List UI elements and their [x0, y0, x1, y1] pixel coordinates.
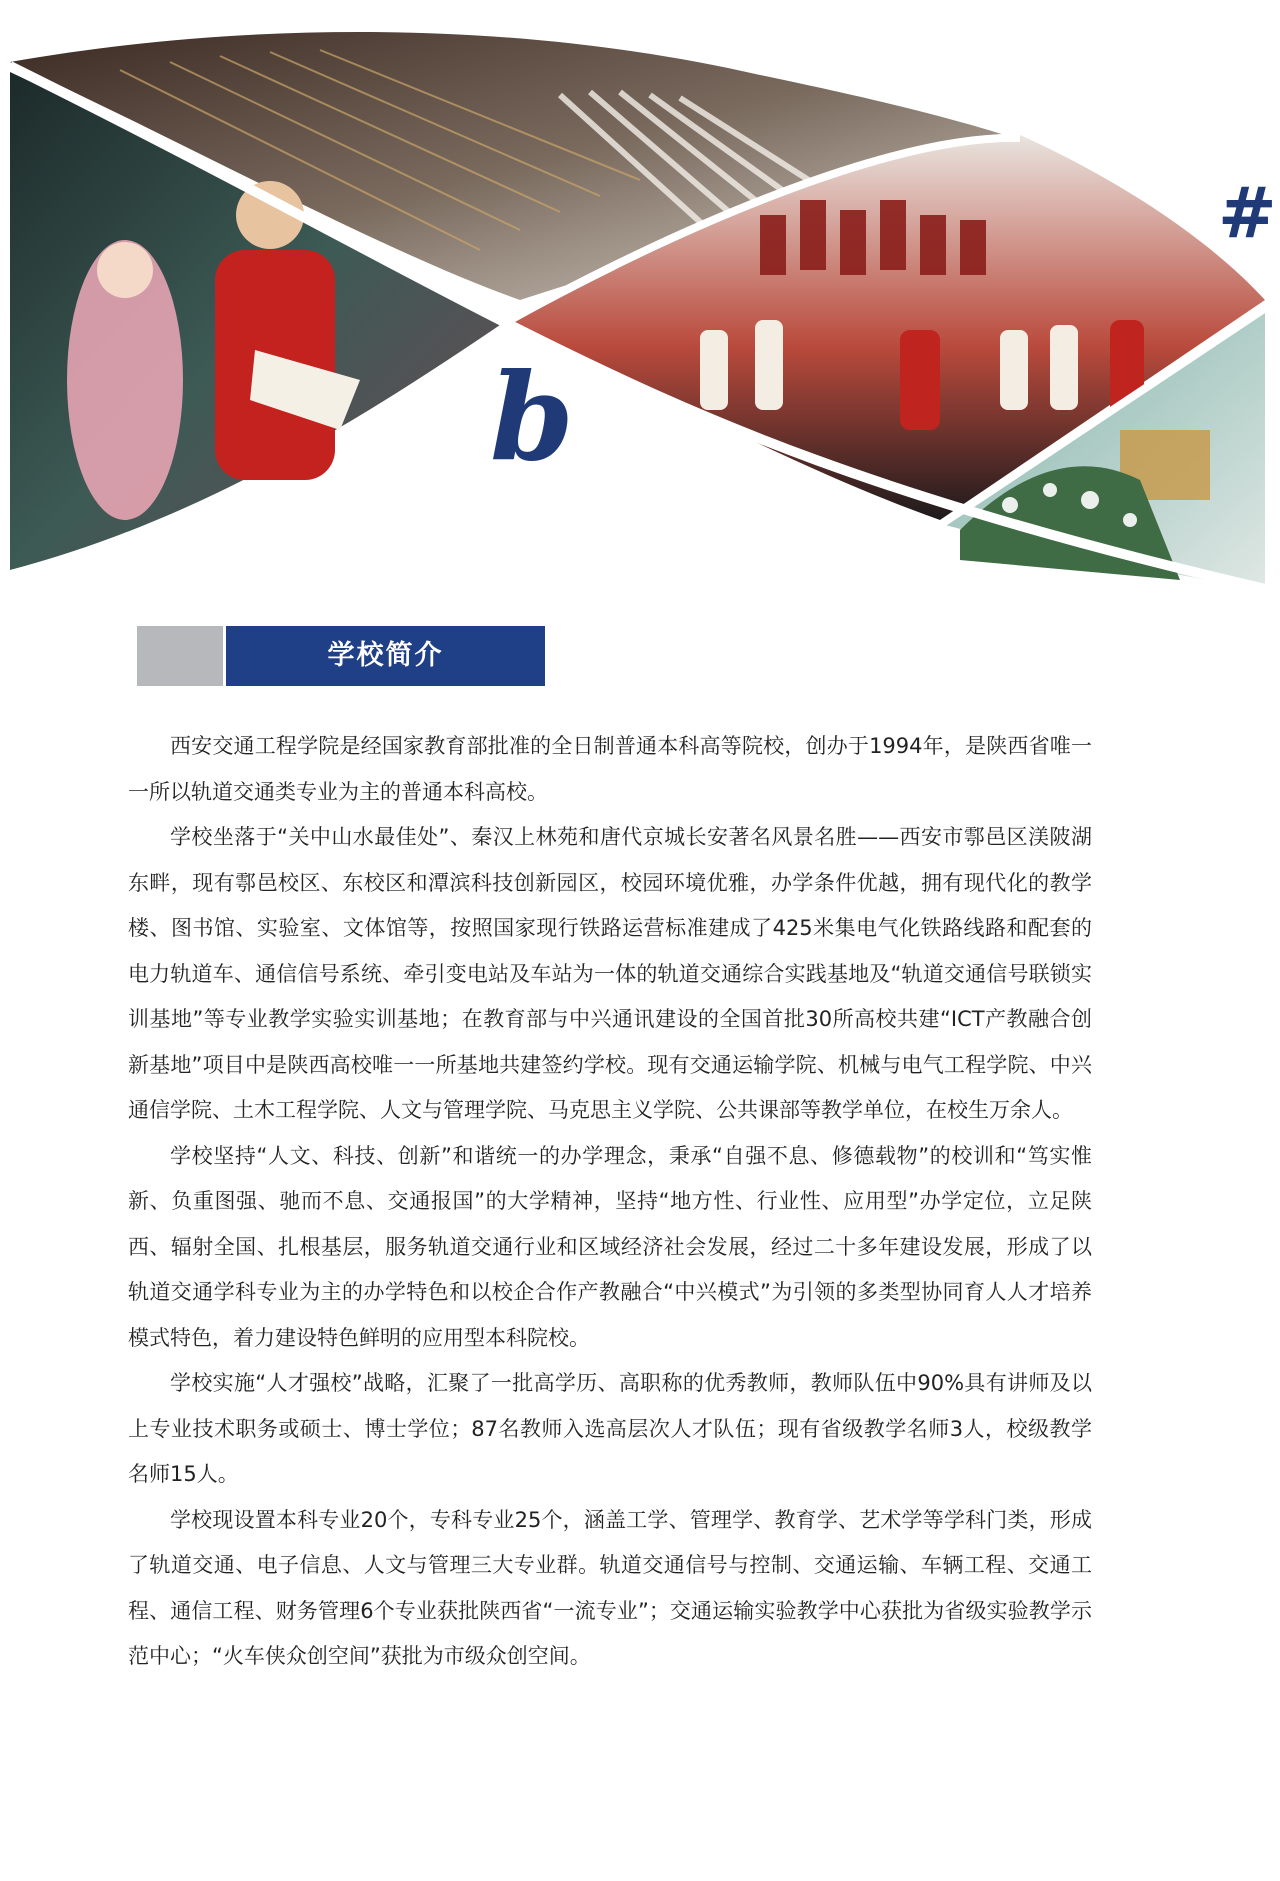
section-title: 学校简介 [226, 626, 545, 686]
photo-collage-banner [0, 0, 1280, 600]
flat-symbol-icon: b [490, 347, 574, 488]
paragraph: 学校坚持“人文、科技、创新”和谐统一的办学理念，秉承“自强不息、修德载物”的校训和“笃实惟新、负重图强、驰而不息、交通报国”的大学精神，坚持“地方性、行业性、应用型”办学定位，立足陕西、辐射全国、扎根基层，服务轨道交通行业和区域经济社会发展，经过二十多年建设发展，形成了以轨道交通学科专业为主的办学特色和以校企合作产教融合“中兴模式”为引领的多类型协同育人人才培养模式特色，着力建设特色鲜明的应用型本科院校。 [128, 1143, 1092, 1350]
header-gray-block [137, 626, 223, 686]
paragraph: 西安交通工程学院是经国家教育部批准的全日制普通本科高等院校，创办于1994年，是陕西省唯一一所以轨道交通类专业为主的普通本科高校。 [128, 734, 1092, 804]
paragraph: 学校现设置本科专业20个，专科专业25个，涵盖工学、管理学、教育学、艺术学等学科门类，形成了轨道交通、电子信息、人文与管理三大专业群。轨道交通信号与控制、交通运输、车辆工程、交通工程、通信工程、财务管理6个专业获批陕西省“一流专业”；交通运输实验教学中心获批为省级实验教学示范中心；“火车侠众创空间”获批为市级众创空间。 [128, 1507, 1092, 1668]
section-header [137, 626, 545, 686]
sharp-symbol-icon: # [1218, 171, 1277, 254]
intro-text [128, 724, 1092, 1680]
paragraph: 学校坐落于“关中山水最佳处”、秦汉上林苑和唐代京城长安著名风景名胜——西安市鄠邑区渼陂湖东畔，现有鄠邑校区、东校区和潭滨科技创新园区，校园环境优雅，办学条件优越，拥有现代化的教学楼、图书馆、实验室、文体馆等，按照国家现行铁路运营标准建成了425米集电气化铁路线路和配套的电力轨道车、通信信号系统、牵引变电站及车站为一体的轨道交通综合实践基地及“轨道交通信号联锁实训基地”等专业教学实验实训基地；在教育部与中兴通讯建设的全国首批30所高校共建“ICT产教融合创新基地”项目中是陕西高校唯一一所基地共建签约学校。现有交通运输学院、机械与电气工程学院、中兴通信学院、土木工程学院、人文与管理学院、马克思主义学院、公共课部等教学单位，在校生万余人。 [128, 825, 1092, 1122]
paragraph: 学校实施“人才强校”战略，汇聚了一批高学历、高职称的优秀教师，教师队伍中90%具有讲师及以上专业技术职务或硕士、博士学位；87名教师入选高层次人才队伍；现有省级教学名师3人，校级教学名师15人。 [128, 1371, 1092, 1486]
